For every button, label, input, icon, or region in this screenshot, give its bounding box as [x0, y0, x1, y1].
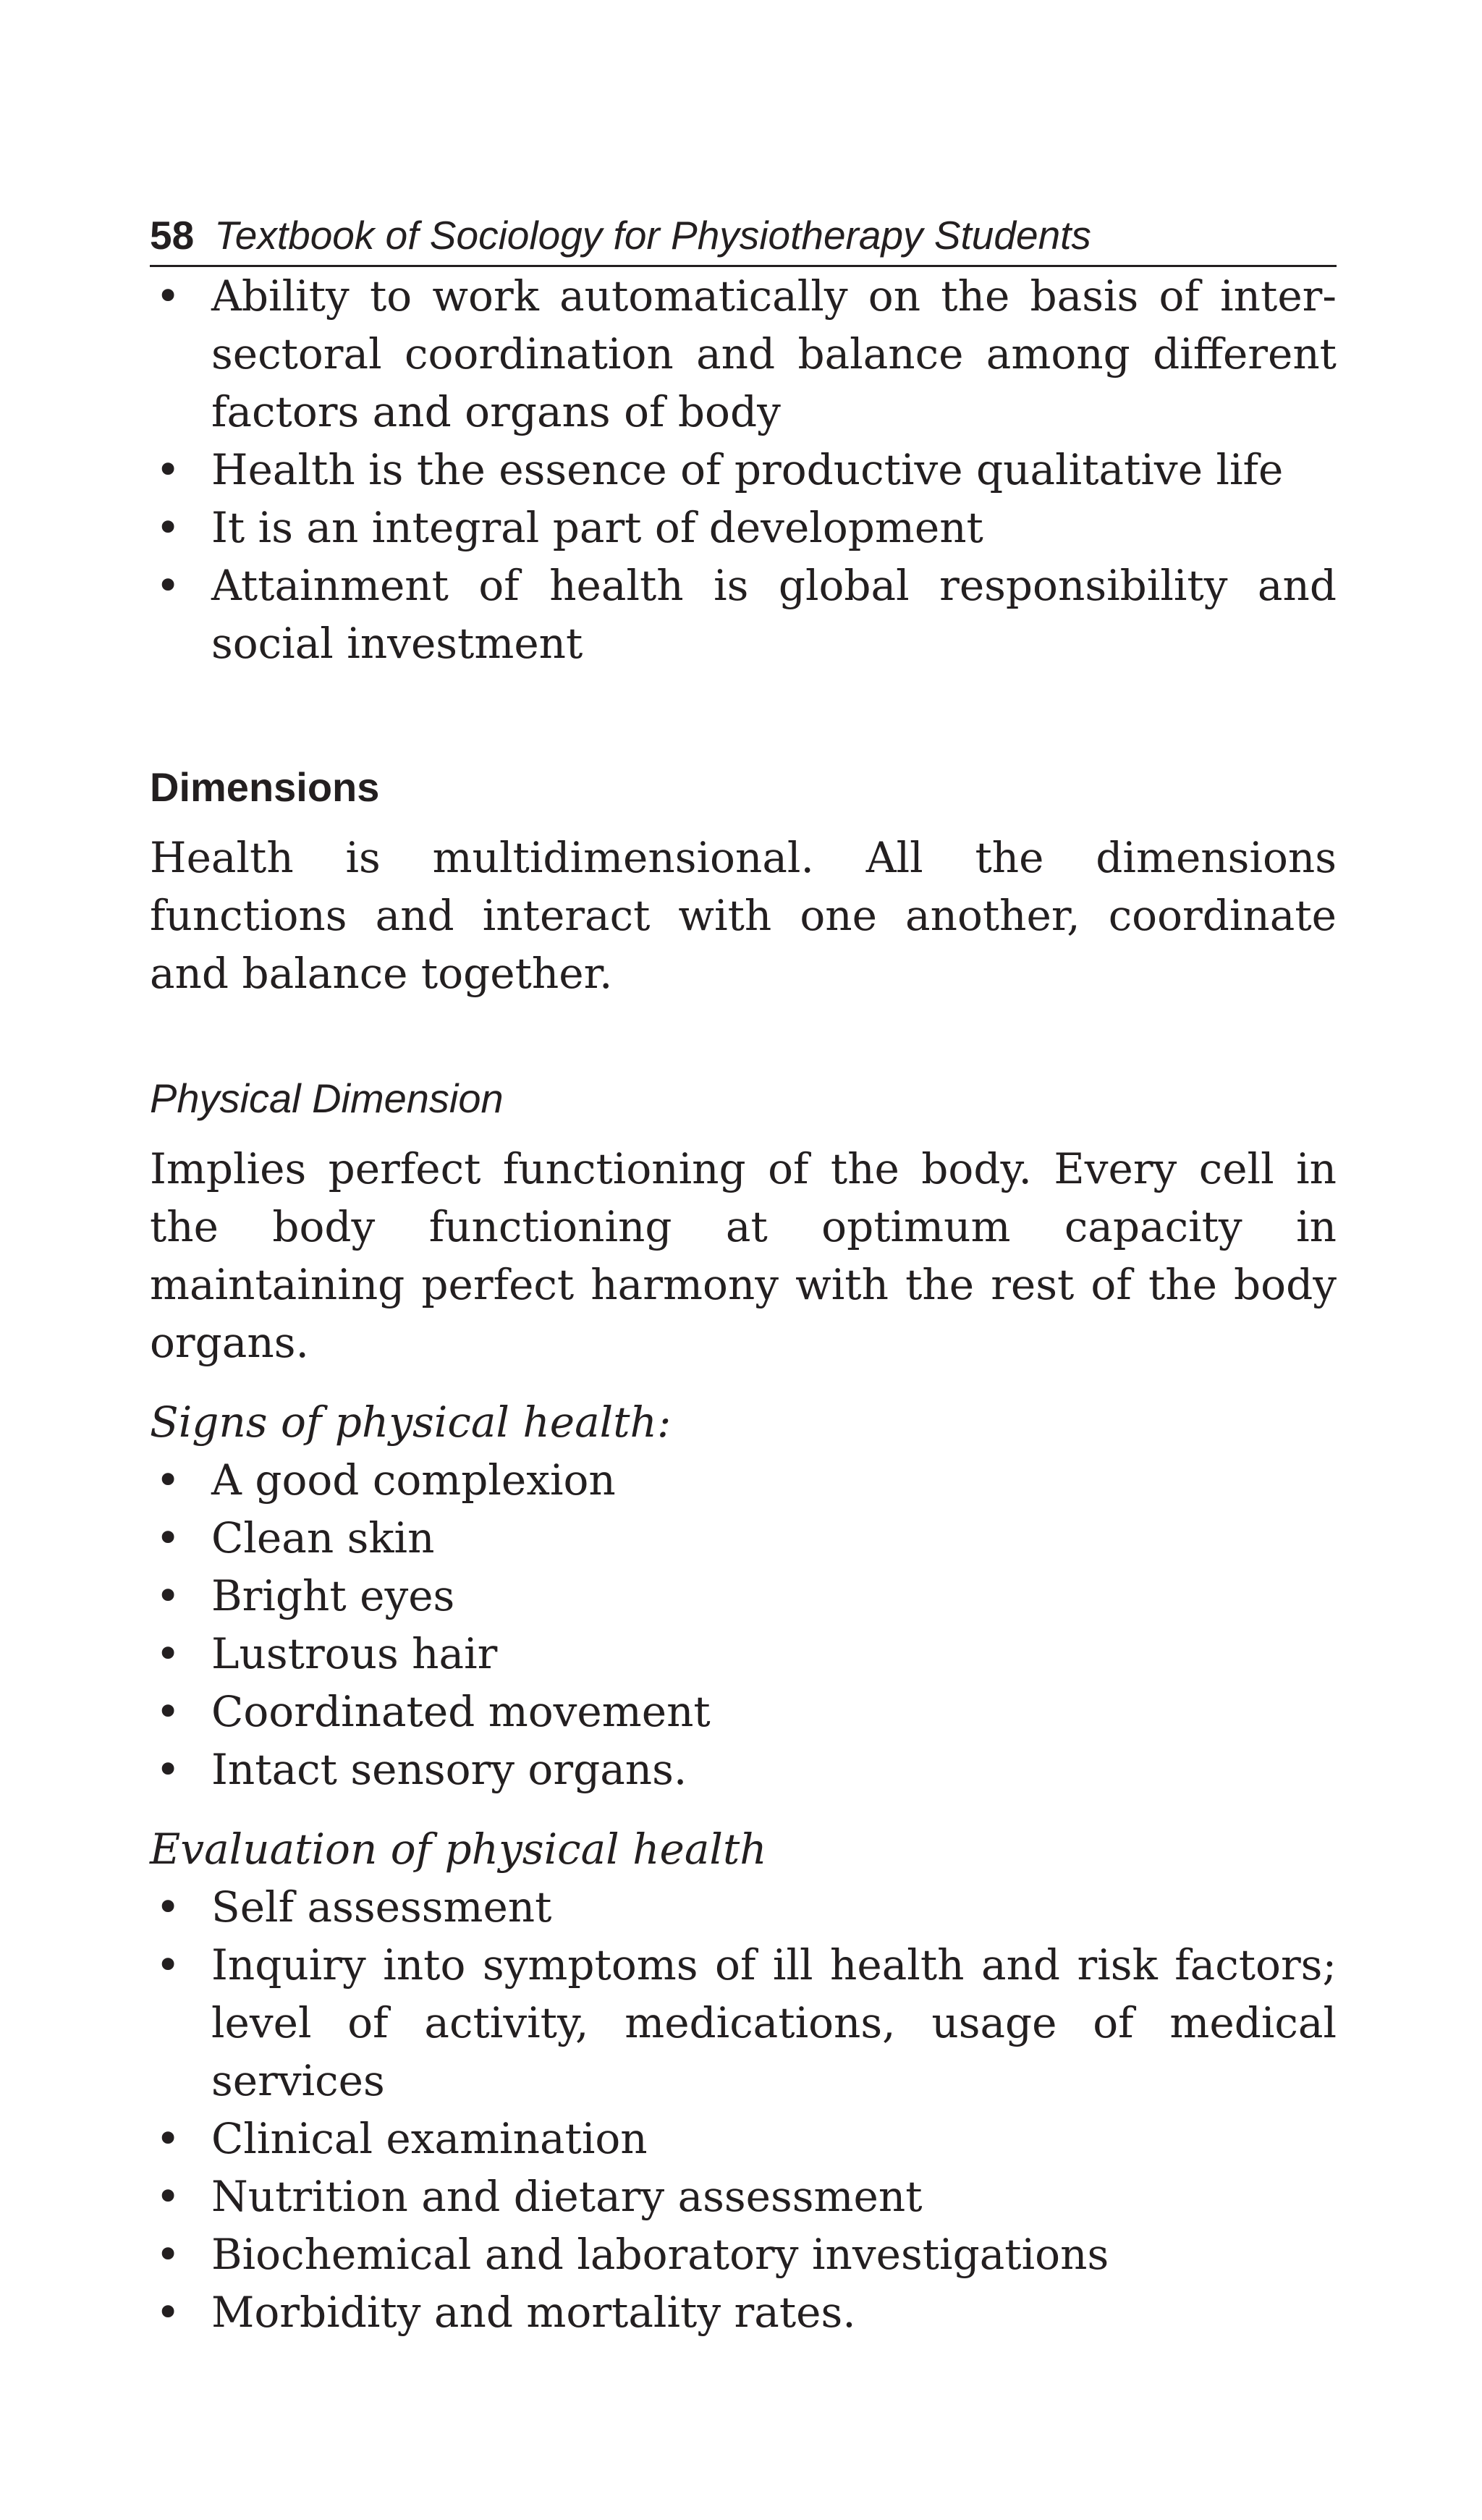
evaluation-label: Evaluation of physical health — [150, 1825, 767, 1874]
running-head — [150, 210, 1337, 267]
evaluation-list — [150, 1878, 1337, 2341]
page-number: 58 — [150, 213, 195, 258]
list-item: • Self assessment — [150, 1878, 1337, 1936]
list-item: • Clinical examination — [150, 2110, 1337, 2168]
signs-label: Signs of physical health: — [150, 1398, 672, 1447]
book-title: Textbook of Sociology for Physiotherapy Students — [214, 213, 1091, 258]
dimensions-paragraph: Health is multidimensional. All the dimensions functions and interact with one another, coordinate and balance together. — [150, 833, 1337, 998]
list-item: • Attainment of health is global responsibility and social investment — [150, 557, 1337, 672]
health-characteristics-list — [150, 267, 1337, 672]
subsection-heading-physical: Physical Dimension — [150, 1075, 504, 1121]
list-item: • Lustrous hair — [150, 1625, 1337, 1683]
book-page — [150, 210, 1337, 2341]
list-item: • Ability to work automatically on the basis of inter-sectoral coordination and balance among different factors and organs of body — [150, 267, 1337, 441]
section-heading-dimensions: Dimensions — [150, 764, 380, 810]
list-item: • It is an integral part of development — [150, 499, 1337, 557]
list-item: • Inquiry into symptoms of ill health and risk factors; level of activity, medications, usage of medical services — [150, 1936, 1337, 2110]
signs-list — [150, 1451, 1337, 1798]
physical-paragraph: Implies perfect functioning of the body. Every cell in the body functioning at optimum capacity in maintaining perfect harmony with the rest of the body organs. — [150, 1144, 1337, 1367]
list-item: • Morbidity and mortality rates. — [150, 2283, 1337, 2341]
list-item: • A good complexion — [150, 1451, 1337, 1509]
list-item: • Intact sensory organs. — [150, 1741, 1337, 1798]
list-item: • Biochemical and laboratory investigations — [150, 2225, 1337, 2283]
list-item: • Clean skin — [150, 1509, 1337, 1567]
list-item: • Health is the essence of productive qualitative life — [150, 441, 1337, 499]
list-item: • Nutrition and dietary assessment — [150, 2168, 1337, 2225]
list-item: • Bright eyes — [150, 1567, 1337, 1625]
list-item: • Coordinated movement — [150, 1683, 1337, 1741]
